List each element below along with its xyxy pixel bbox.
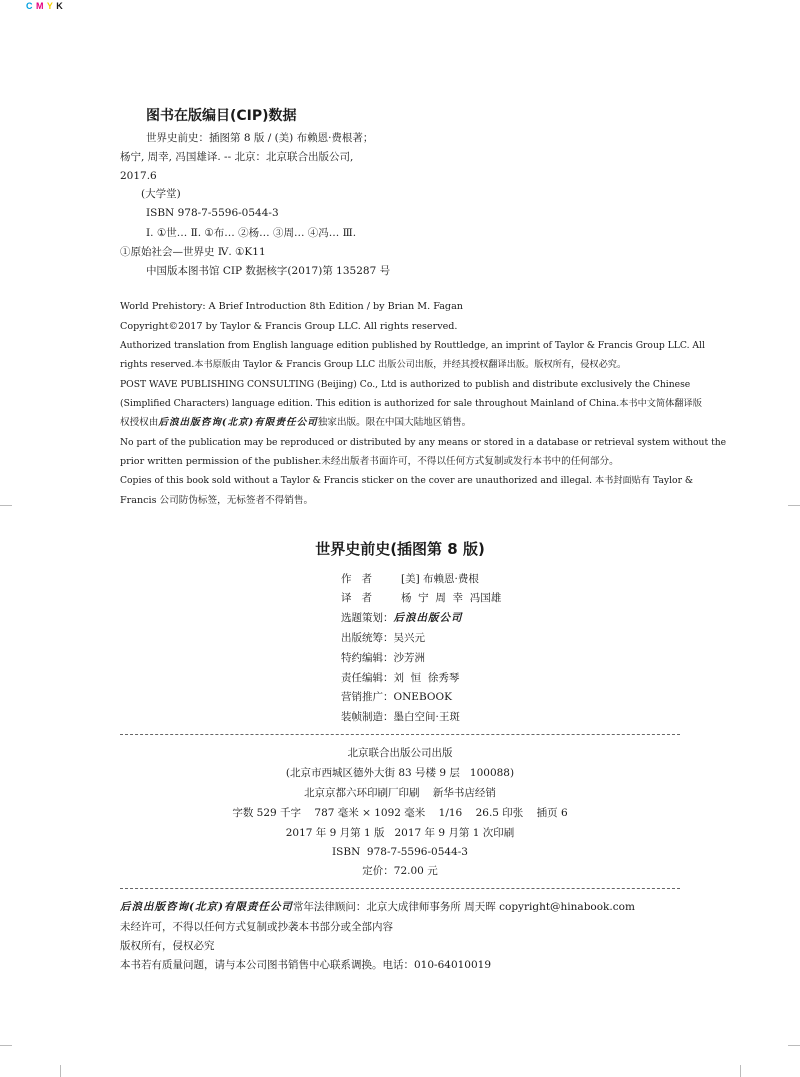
credit-coordinator: [341, 631, 425, 645]
cmyk-y: Y: [46, 1, 54, 11]
credit-marketing: [341, 690, 452, 704]
book-title: 世界史前史(插图第 8 版): [315, 540, 485, 558]
cmyk-m: M: [36, 1, 45, 11]
printer-line: 北京京都六环印刷厂印刷 新华书店经销: [304, 787, 496, 799]
rights-line: Francis 公司防伪标签，无标签者不得销售。: [120, 495, 314, 506]
rights-line: POST WAVE PUBLISHING CONSULTING (Beijing) Co., Ltd is authorized to publish and distribute exclusively the Chinese: [120, 379, 691, 390]
cip-line: 2017.6: [120, 170, 157, 182]
cip-line: 中国版本图书馆 CIP 数据核字(2017)第 135287 号: [146, 265, 391, 277]
footer-line: 版权所有，侵权必究: [120, 940, 215, 952]
rights-text: 权授权由: [120, 417, 159, 428]
rights-line: World Prehistory: A Brief Introduction 8th Edition / by Brian M. Fagan: [120, 301, 463, 312]
footer-line: 未经许可，不得以任何方式复制或抄袭本书部分或全部内容: [120, 921, 393, 933]
rights-line: Copyright©2017 by Taylor & Francis Group LLC. All rights reserved.: [120, 321, 458, 332]
crop-mark: [60, 1065, 61, 1077]
credit-value: 吴兴元: [393, 632, 425, 644]
rights-line: rights reserved.本书原版由 Taylor & Francis Group LLC 出版公司出版，并经其授权翻译出版。版权所有，侵权必究。: [120, 359, 627, 370]
edition-line: 2017 年 9 月第 1 版 2017 年 9 月第 1 次印刷: [285, 827, 515, 839]
crop-mark: [740, 1065, 741, 1077]
crop-mark: [788, 505, 800, 506]
rights-line: Copies of this book sold without a Taylor & Francis sticker on the cover are unauthorized and illegal. 本书封面贴有 Taylor &: [120, 475, 694, 486]
credit-special-editor: [341, 651, 425, 665]
rights-line: Authorized translation from English language edition published by Routtledge, an imprint of Taylor & Francis Group LLC. All: [120, 340, 705, 351]
cip-line: (大学堂): [141, 188, 181, 200]
cip-line: ISBN 978-7-5596-0544-3: [146, 207, 279, 219]
cip-line: Ⅰ. ①世… Ⅱ. ①布… ②杨… ③周… ④冯… Ⅲ.: [146, 227, 357, 239]
credit-key: 责任编辑：: [341, 672, 394, 684]
credit-value: 墨白空间·王斑: [393, 711, 460, 723]
credit-key: 译者: [341, 592, 382, 604]
rights-line: (Simplified Characters) language edition. This edition is authorized for sale throughout Mainland of China.本书中文简体翻译版: [120, 398, 702, 409]
cip-line: 世界史前史：插图第 8 版 / (美) 布赖恩·费根著；: [146, 132, 374, 144]
credit-value: 沙芳洲: [393, 652, 425, 664]
credit-key: 装帧制造：: [341, 711, 394, 723]
credit-value: 刘 恒 徐秀琴: [393, 672, 460, 684]
credit-design: [341, 710, 460, 724]
credit-key: 作者: [341, 573, 382, 585]
publisher-line: 北京联合出版公司出版: [347, 747, 453, 759]
crop-mark: [788, 1045, 800, 1046]
specs-line: 字数 529 千字 787 毫米 × 1092 毫米 1/16 26.5 印张 插页 6: [232, 807, 568, 819]
houlang-brand-logo: 后浪出版公司: [393, 612, 463, 624]
crop-mark: [0, 1045, 12, 1046]
cip-line: ①原始社会—世界史 Ⅳ. ①K11: [120, 246, 266, 258]
credit-key: 出版统筹：: [341, 632, 394, 644]
credit-value: 杨 宁 周 幸 冯国雄: [401, 592, 502, 604]
legal-text: 常年法律顾问：北京大成律师事务所 周天晖 copyright@hinabook.com: [292, 901, 635, 913]
rights-line: No part of the publication may be reproduced or distributed by any means or stored in a database or retrieval system without the: [120, 437, 727, 448]
cmyk-k: K: [56, 1, 64, 11]
credit-planning: [341, 611, 463, 625]
cip-line: 杨宁, 周幸, 冯国雄译. -- 北京：北京联合出版公司,: [120, 151, 354, 163]
credit-key: 特约编辑：: [341, 652, 394, 664]
divider: [120, 888, 680, 889]
credit-responsible-editor: [341, 671, 459, 685]
cmyk-c: C: [26, 1, 33, 11]
postwave-brand-logo: 后浪出版咨询(北京)有限责任公司: [120, 901, 293, 913]
crop-mark: [0, 505, 12, 506]
legal-counsel-line: [120, 900, 635, 914]
credit-key: 营销推广：: [341, 691, 394, 703]
footer-line: 本书若有质量问题，请与本公司图书销售中心联系调换。电话：010-64010019: [120, 959, 492, 971]
cmyk-registration-mark: [26, 1, 63, 11]
divider: [120, 734, 680, 735]
price-line: 定价：72.00 元: [362, 865, 438, 877]
cip-heading: 图书在版编目(CIP)数据: [146, 108, 297, 124]
postwave-brand-logo: 后浪出版咨询(北京)有限责任公司: [158, 417, 318, 428]
credit-author: [341, 572, 479, 586]
rights-line: prior written permission of the publisher.未经出版者书面许可，不得以任何方式复制或发行本书中的任何部分。: [120, 456, 619, 467]
credit-value: [美] 布赖恩·费根: [401, 573, 479, 585]
credit-value: ONEBOOK: [393, 691, 452, 703]
isbn-line: ISBN 978-7-5596-0544-3: [332, 846, 468, 858]
rights-text: 独家出版。限在中国大陆地区销售。: [317, 417, 472, 428]
credit-translator: [341, 591, 501, 605]
publisher-address: (北京市西城区德外大街 83 号楼 9 层 100088): [285, 767, 515, 779]
rights-line-exclusive: [120, 416, 680, 430]
credit-key: 选题策划：: [341, 612, 394, 624]
